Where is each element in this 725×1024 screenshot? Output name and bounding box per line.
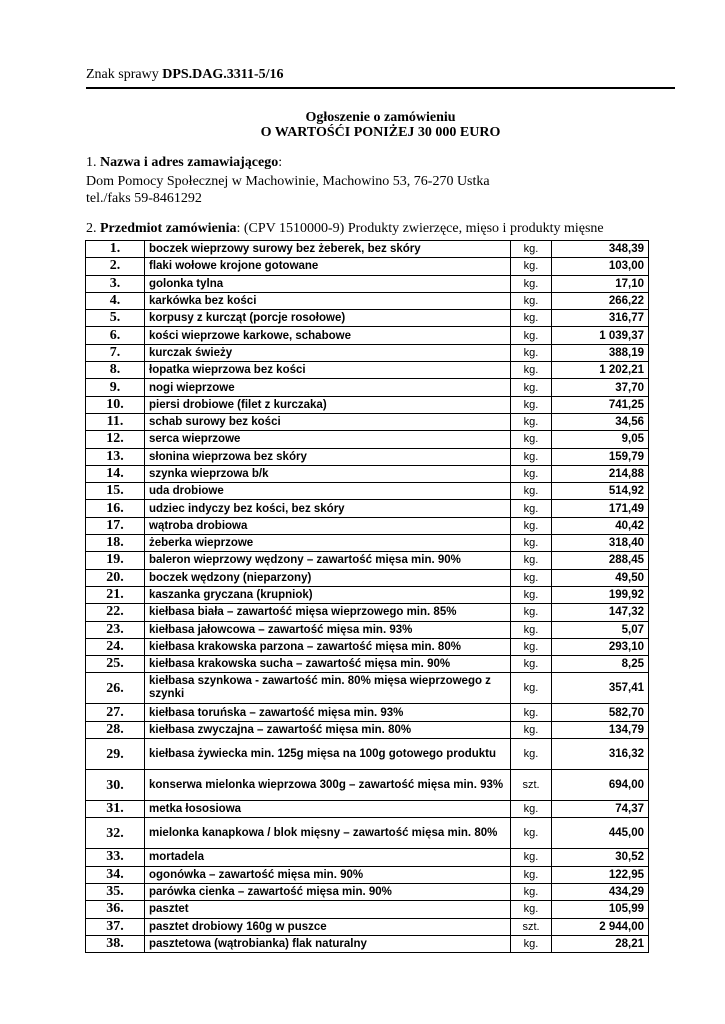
item-quantity: 105,99 — [552, 901, 649, 918]
item-name: kiełbasa krakowska parzona – zawartość mięsa min. 80% — [145, 638, 511, 655]
item-number: 20. — [86, 569, 145, 586]
item-name: boczek wieprzowy surowy bez żeberek, bez skóry — [145, 241, 511, 258]
item-unit: kg. — [511, 344, 552, 361]
item-name: schab surowy bez kości — [145, 413, 511, 430]
table-row — [86, 818, 649, 849]
item-unit: kg. — [511, 586, 552, 603]
item-unit: kg. — [511, 818, 552, 849]
item-name: szynka wieprzowa b/k — [145, 465, 511, 482]
item-name: piersi drobiowe (filet z kurczaka) — [145, 396, 511, 413]
item-unit: kg. — [511, 241, 552, 258]
table-row — [86, 483, 649, 500]
item-number: 12. — [86, 431, 145, 448]
item-name: nogi wieprzowe — [145, 379, 511, 396]
item-quantity: 318,40 — [552, 535, 649, 552]
item-quantity: 357,41 — [552, 673, 649, 704]
table-row — [86, 413, 649, 430]
item-unit: kg. — [511, 801, 552, 818]
item-name: wątroba drobiowa — [145, 517, 511, 534]
item-name: mortadela — [145, 849, 511, 866]
item-unit: kg. — [511, 431, 552, 448]
item-unit: kg. — [511, 517, 552, 534]
item-number: 19. — [86, 552, 145, 569]
item-name: kiełbasa żywiecka min. 125g mięsa na 100g gotowego produktu — [145, 739, 511, 770]
item-number: 2. — [86, 258, 145, 275]
item-name: kiełbasa biała – zawartość mięsa wieprzowego min. 85% — [145, 604, 511, 621]
item-quantity: 434,29 — [552, 883, 649, 900]
table-row — [86, 327, 649, 344]
item-quantity: 171,49 — [552, 500, 649, 517]
table-row — [86, 621, 649, 638]
table-row — [86, 770, 649, 801]
item-name: boczek wędzony (nieparzony) — [145, 569, 511, 586]
section-1-number: 1. — [86, 155, 100, 170]
item-unit: kg. — [511, 396, 552, 413]
contracting-authority-phone: tel./faks 59-8461292 — [86, 191, 202, 206]
item-quantity: 17,10 — [552, 275, 649, 292]
item-name: metka łososiowa — [145, 801, 511, 818]
item-number: 22. — [86, 604, 145, 621]
item-quantity: 8,25 — [552, 656, 649, 673]
table-row — [86, 866, 649, 883]
item-number: 11. — [86, 413, 145, 430]
table-row — [86, 241, 649, 258]
item-quantity: 159,79 — [552, 448, 649, 465]
item-unit: kg. — [511, 500, 552, 517]
item-unit: kg. — [511, 569, 552, 586]
items-table-body — [86, 241, 649, 953]
item-number: 17. — [86, 517, 145, 534]
item-unit: kg. — [511, 362, 552, 379]
table-row — [86, 552, 649, 569]
item-name: pasztetowa (wątrobianka) flak naturalny — [145, 935, 511, 952]
item-quantity: 1 202,21 — [552, 362, 649, 379]
item-unit: kg. — [511, 483, 552, 500]
item-name: mielonka kanapkowa / blok mięsny – zawartość mięsa min. 80% — [145, 818, 511, 849]
item-unit: kg. — [511, 327, 552, 344]
item-number: 29. — [86, 739, 145, 770]
item-number: 13. — [86, 448, 145, 465]
table-row — [86, 258, 649, 275]
table-row — [86, 465, 649, 482]
item-number: 38. — [86, 935, 145, 952]
table-row — [86, 704, 649, 721]
table-row — [86, 586, 649, 603]
item-unit: kg. — [511, 673, 552, 704]
item-unit: kg. — [511, 849, 552, 866]
item-number: 34. — [86, 866, 145, 883]
item-number: 25. — [86, 656, 145, 673]
item-name: kiełbasa zwyczajna – zawartość mięsa min. 80% — [145, 721, 511, 738]
item-quantity: 2 944,00 — [552, 918, 649, 935]
item-number: 33. — [86, 849, 145, 866]
item-number: 3. — [86, 275, 145, 292]
item-name: kaszanka gryczana (krupniok) — [145, 586, 511, 603]
item-quantity: 9,05 — [552, 431, 649, 448]
case-number: DPS.DAG.3311-5/16 — [162, 67, 284, 82]
table-row — [86, 275, 649, 292]
contracting-authority-address: Dom Pomocy Społecznej w Machowinie, Machowino 53, 76-270 Ustka — [86, 174, 490, 189]
item-unit: kg. — [511, 258, 552, 275]
notice-subtitle: O WARTOŚĆI PONIŻEJ 30 000 EURO — [260, 125, 501, 140]
item-name: flaki wołowe krojone gotowane — [145, 258, 511, 275]
table-row — [86, 901, 649, 918]
item-number: 5. — [86, 310, 145, 327]
item-unit: kg. — [511, 866, 552, 883]
item-number: 30. — [86, 770, 145, 801]
item-quantity: 316,32 — [552, 739, 649, 770]
item-number: 4. — [86, 292, 145, 309]
item-name: korpusy z kurcząt (porcje rosołowe) — [145, 310, 511, 327]
item-quantity: 1 039,37 — [552, 327, 649, 344]
item-name: słonina wieprzowa bez skóry — [145, 448, 511, 465]
item-quantity: 49,50 — [552, 569, 649, 586]
item-number: 32. — [86, 818, 145, 849]
item-name: łopatka wieprzowa bez kości — [145, 362, 511, 379]
table-row — [86, 310, 649, 327]
item-number: 36. — [86, 901, 145, 918]
item-unit: kg. — [511, 704, 552, 721]
item-quantity: 741,25 — [552, 396, 649, 413]
item-quantity: 34,56 — [552, 413, 649, 430]
item-unit: kg. — [511, 535, 552, 552]
item-name: kiełbasa szynkowa - zawartość min. 80% mięsa wieprzowego z szynki — [145, 673, 511, 704]
item-name: baleron wieprzowy wędzony – zawartość mięsa min. 90% — [145, 552, 511, 569]
item-name: kiełbasa toruńska – zawartość mięsa min. 93% — [145, 704, 511, 721]
item-name: kiełbasa krakowska sucha – zawartość mięsa min. 90% — [145, 656, 511, 673]
item-number: 10. — [86, 396, 145, 413]
item-unit: kg. — [511, 935, 552, 952]
item-unit: kg. — [511, 638, 552, 655]
item-quantity: 316,77 — [552, 310, 649, 327]
table-row — [86, 721, 649, 738]
item-name: pasztet — [145, 901, 511, 918]
item-name: kiełbasa jałowcowa – zawartość mięsa min. 93% — [145, 621, 511, 638]
case-reference — [86, 67, 284, 83]
item-unit: kg. — [511, 465, 552, 482]
item-quantity: 103,00 — [552, 258, 649, 275]
item-number: 15. — [86, 483, 145, 500]
item-name: udziec indyczy bez kości, bez skóry — [145, 500, 511, 517]
table-row — [86, 448, 649, 465]
item-name: żeberka wieprzowe — [145, 535, 511, 552]
table-row — [86, 569, 649, 586]
item-number: 37. — [86, 918, 145, 935]
item-name: konserwa mielonka wieprzowa 300g – zawartość mięsa min. 93% — [145, 770, 511, 801]
item-number: 16. — [86, 500, 145, 517]
table-row — [86, 935, 649, 952]
item-unit: szt. — [511, 770, 552, 801]
item-unit: kg. — [511, 448, 552, 465]
item-number: 9. — [86, 379, 145, 396]
item-number: 23. — [86, 621, 145, 638]
item-quantity: 388,19 — [552, 344, 649, 361]
item-quantity: 122,95 — [552, 866, 649, 883]
item-unit: kg. — [511, 552, 552, 569]
table-row — [86, 517, 649, 534]
table-row — [86, 396, 649, 413]
item-quantity: 5,07 — [552, 621, 649, 638]
item-number: 14. — [86, 465, 145, 482]
items-table — [85, 240, 649, 953]
item-name: kurczak świeży — [145, 344, 511, 361]
item-unit: kg. — [511, 604, 552, 621]
item-number: 1. — [86, 241, 145, 258]
item-quantity: 40,42 — [552, 517, 649, 534]
item-unit: kg. — [511, 621, 552, 638]
table-row — [86, 500, 649, 517]
section-2-description: : (CPV 1510000-9) Produkty zwierzęce, mięso i produkty mięsne — [236, 221, 604, 236]
item-unit: kg. — [511, 413, 552, 430]
item-number: 6. — [86, 327, 145, 344]
table-row — [86, 535, 649, 552]
section-2-heading — [86, 221, 604, 237]
table-row — [86, 673, 649, 704]
item-unit: kg. — [511, 379, 552, 396]
item-quantity: 694,00 — [552, 770, 649, 801]
item-quantity: 445,00 — [552, 818, 649, 849]
item-quantity: 134,79 — [552, 721, 649, 738]
item-name: karkówka bez kości — [145, 292, 511, 309]
item-quantity: 74,37 — [552, 801, 649, 818]
table-row — [86, 739, 649, 770]
item-number: 18. — [86, 535, 145, 552]
item-quantity: 28,21 — [552, 935, 649, 952]
section-1-heading — [86, 155, 282, 171]
item-number: 26. — [86, 673, 145, 704]
item-unit: kg. — [511, 310, 552, 327]
item-quantity: 348,39 — [552, 241, 649, 258]
item-unit: kg. — [511, 721, 552, 738]
item-quantity: 582,70 — [552, 704, 649, 721]
section-2-title: Przedmiot zamówienia — [100, 221, 237, 236]
item-name: serca wieprzowe — [145, 431, 511, 448]
table-row — [86, 604, 649, 621]
table-row — [86, 656, 649, 673]
item-number: 28. — [86, 721, 145, 738]
table-row — [86, 379, 649, 396]
item-number: 21. — [86, 586, 145, 603]
item-name: ogonówka – zawartość mięsa min. 90% — [145, 866, 511, 883]
item-quantity: 30,52 — [552, 849, 649, 866]
item-number: 7. — [86, 344, 145, 361]
item-name: golonka tylna — [145, 275, 511, 292]
item-unit: kg. — [511, 656, 552, 673]
item-number: 31. — [86, 801, 145, 818]
item-unit: kg. — [511, 883, 552, 900]
item-number: 8. — [86, 362, 145, 379]
item-name: pasztet drobiowy 160g w puszce — [145, 918, 511, 935]
item-name: kości wieprzowe karkowe, schabowe — [145, 327, 511, 344]
item-number: 24. — [86, 638, 145, 655]
table-row — [86, 849, 649, 866]
table-row — [86, 431, 649, 448]
case-label: Znak sprawy — [86, 67, 163, 82]
notice-title: Ogłoszenie o zamówieniu — [305, 110, 456, 125]
item-name: parówka cienka – zawartość mięsa min. 90% — [145, 883, 511, 900]
item-name: uda drobiowe — [145, 483, 511, 500]
table-row — [86, 801, 649, 818]
item-quantity: 147,32 — [552, 604, 649, 621]
item-unit: kg. — [511, 292, 552, 309]
header-rule — [86, 87, 675, 89]
item-number: 27. — [86, 704, 145, 721]
item-quantity: 514,92 — [552, 483, 649, 500]
section-1-title: Nazwa i adres zamawiającego — [100, 155, 279, 170]
table-row — [86, 344, 649, 361]
item-number: 35. — [86, 883, 145, 900]
item-unit: kg. — [511, 275, 552, 292]
table-row — [86, 292, 649, 309]
item-quantity: 214,88 — [552, 465, 649, 482]
item-quantity: 199,92 — [552, 586, 649, 603]
table-row — [86, 638, 649, 655]
item-quantity: 293,10 — [552, 638, 649, 655]
item-quantity: 266,22 — [552, 292, 649, 309]
item-unit: kg. — [511, 901, 552, 918]
section-2-number: 2. — [86, 221, 100, 236]
section-1-colon: : — [278, 155, 283, 170]
table-row — [86, 918, 649, 935]
item-quantity: 37,70 — [552, 379, 649, 396]
item-unit: szt. — [511, 918, 552, 935]
item-unit: kg. — [511, 739, 552, 770]
table-row — [86, 883, 649, 900]
table-row — [86, 362, 649, 379]
item-quantity: 288,45 — [552, 552, 649, 569]
